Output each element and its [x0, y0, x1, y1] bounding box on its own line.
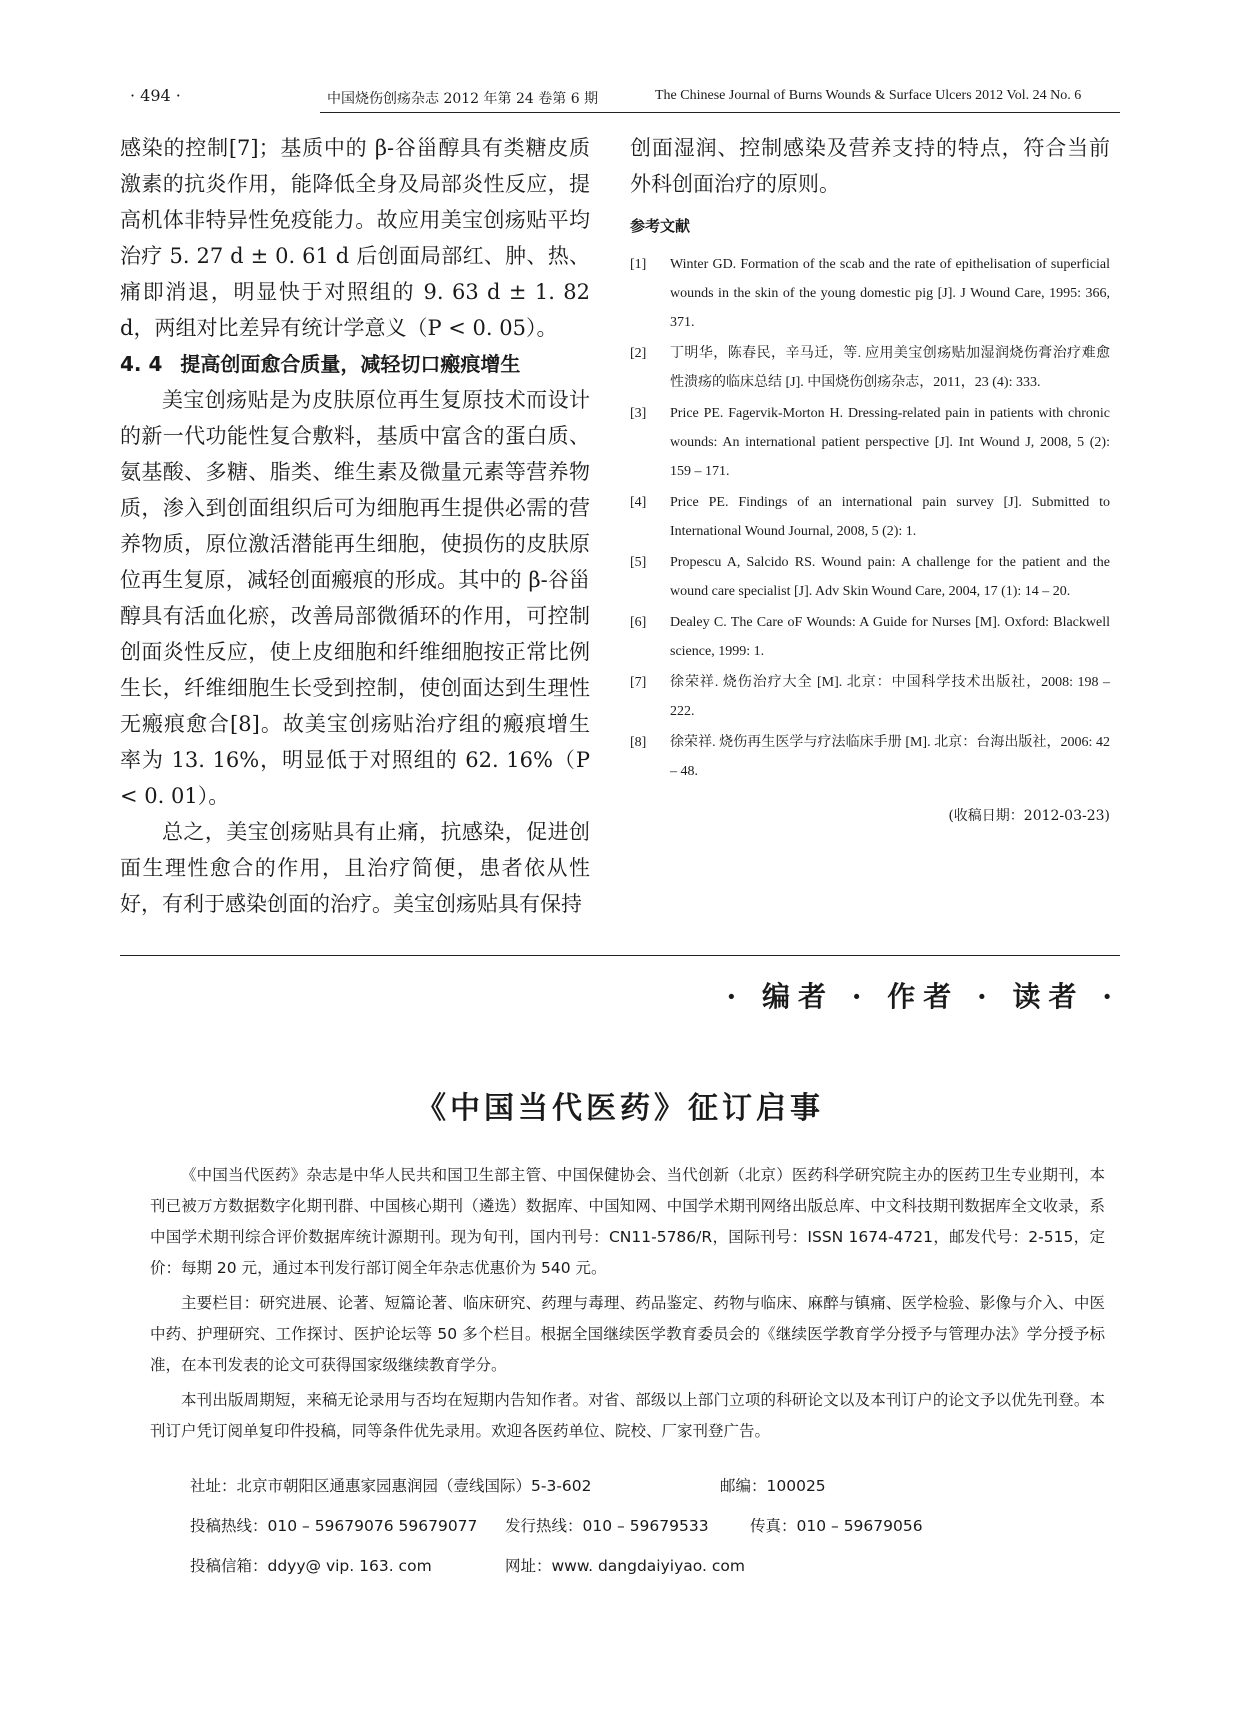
reference-item: [8] 徐荣祥. 烧伤再生医学与疗法临床手册 [M]. 北京：台海出版社，2006: 42 – 48. [630, 735, 1110, 779]
reference-item: [3] Price PE. Fagervik-Morton H. Dressing-related pain in patients with chronic wounds: An international patient perspective [J]. Int Wound J, 2008, 5 (2): 159 – 171. [630, 406, 1110, 479]
reference-item: [4] Price PE. Findings of an international pain survey [J]. Submitted to International Wound Journal, 2008, 5 (2): 1. [630, 495, 1110, 539]
notice-body [150, 1160, 1105, 1451]
references-title: 参考文献 [630, 217, 691, 235]
section-heading [120, 346, 590, 382]
website: 网址：www. dangdaiyiyao. com [505, 1557, 745, 1575]
reference-item: [2] 丁明华，陈春民，辛马迁，等. 应用美宝创疡贴加湿润烧伤膏治疗难愈性溃疡的临床总结 [J]. 中国烧伤创疡杂志，2011，23 (4): 333. [630, 346, 1110, 390]
notice-paragraph: 《中国当代医药》杂志是中华人民共和国卫生部主管、中国保健协会、当代创新（北京）医药科学研究院主办的医药卫生专业期刊，本刊已被万方数据数字化期刊群、中国核心期刊（遴选）数据库、中国知网、中国学术期刊网络出版总库、中文科技期刊数据库全文收录，系中国学术期刊综合评价数据库统计源期刊。现为旬刊，国内刊号：CN11-5786/R，国际刊号：ISSN 1674-4721，邮发代号：2-515，定价：每期 20 元，通过本刊发行部订阅全年杂志优惠价为 540 元。 [150, 1166, 1105, 1277]
reference-item: [7] 徐荣祥. 烧伤治疗大全 [M]. 北京：中国科学技术出版社，2008: 198 – 222. [630, 675, 1110, 719]
header-rule [320, 112, 1120, 113]
fax: 传真：010 – 59679056 [750, 1517, 923, 1535]
email: 投稿信箱：ddyy@ vip. 163. com [190, 1557, 432, 1575]
notice-paragraph: 本刊出版周期短，来稿无论录用与否均在短期内告知作者。对省、部级以上部门立项的科研论文以及本刊订户的论文予以优先刊登。本刊订户凭订阅单复印件投稿，同等条件优先录用。欢迎各医药单位、院校、厂家刊登广告。 [150, 1391, 1105, 1440]
body-paragraph: 创面湿润、控制感染及营养支持的特点，符合当前外科创面治疗的原则。 [630, 136, 1110, 196]
submit-phone: 投稿热线：010 – 59679076 59679077 [190, 1517, 478, 1535]
reference-item: [1] Winter GD. Formation of the scab and the rate of epithelisation of superficial wounds in the skin of the young domestic pig [J]. J Wound Care, 1995: 366, 371. [630, 257, 1110, 330]
page-number: · 494 · [130, 86, 181, 105]
section-title: 提高创面愈合质量，减轻切口瘢痕增生 [180, 352, 521, 376]
left-column [120, 130, 590, 922]
notice-paragraph: 主要栏目：研究进展、论著、短篇论著、临床研究、药理与毒理、药品鉴定、药物与临床、麻醉与镇痛、医学检验、影像与介入、中医中药、护理研究、工作探讨、医护论坛等 50 多个栏目。根据全国继续医学教育委员会的《继续医学教育学分授予与管理办法》学分授予标准，在本刊发表的论文可获得国家级继续教育学分。 [150, 1294, 1105, 1374]
contact-info [190, 1466, 1110, 1586]
running-header [120, 80, 1120, 114]
section-tag: · 编者 · 作者 · 读者 · [726, 980, 1120, 1013]
reference-list [630, 250, 1110, 786]
body-paragraph: 感染的控制[7]；基质中的 β-谷甾醇具有类糖皮质激素的抗炎作用，能降低全身及局部炎性反应，提高机体非特异性免疫能力。故应用美宝创疡贴平均治疗 5. 27 d ± 0. 61 d 后创面局部红、肿、热、痛即消退，明显快于对照组的 9. 63 d ± 1. 82 d，两组对比差异有统计学意义（P < 0. 05）。 [120, 136, 590, 340]
notice-title: 《中国当代医药》征订启事 [416, 1091, 824, 1126]
body-paragraph: 美宝创疡贴是为皮肤原位再生复原技术而设计的新一代功能性复合敷料，基质中富含的蛋白质、氨基酸、多糖、脂类、维生素及微量元素等营养物质，渗入到创面组织后可为细胞再生提供必需的营养物质，原位激活潜能再生细胞，使损伤的皮肤原位再生复原，减轻创面瘢痕的形成。其中的 β-谷甾醇具有活血化瘀，改善局部微循环的作用，可控制创面炎性反应，使上皮细胞和纤维细胞按正常比例生长，纤维细胞生长受到控制，使创面达到生理性无瘢痕愈合[8]。故美宝创疡贴治疗组的瘢痕增生率为 13. 16%，明显低于对照组的 62. 16%（P < 0. 01）。 [120, 388, 590, 808]
postcode: 邮编：100025 [720, 1477, 826, 1495]
received-date: (收稿日期：2012-03-23) [948, 808, 1110, 824]
reference-item: [5] Propescu A, Salcido RS. Wound pain: A challenge for the patient and the wound care specialist [J]. Adv Skin Wound Care, 2004, 17 (1): 14 – 20. [630, 555, 1110, 599]
body-paragraph: 总之，美宝创疡贴具有止痛，抗感染，促进创面生理性愈合的作用，且治疗简便，患者依从性好，有利于感染创面的治疗。美宝创疡贴具有保持 [120, 820, 590, 916]
section-number: 4. 4 [120, 352, 163, 376]
section-divider [120, 955, 1120, 956]
right-column [630, 130, 1110, 834]
distribution-phone: 发行热线：010 – 59679533 [505, 1517, 709, 1535]
journal-title-en: The Chinese Journal of Burns Wounds & Surface Ulcers 2012 Vol. 24 No. 6 [655, 88, 1082, 103]
reference-item: [6] Dealey C. The Care oF Wounds: A Guide for Nurses [M]. Oxford: Blackwell science, 1999: 1. [630, 615, 1110, 659]
journal-title-cn: 中国烧伤创疡杂志 2012 年第 24 卷第 6 期 [327, 91, 599, 107]
address: 社址：北京市朝阳区通惠家园惠润园（壹线国际）5-3-602 [190, 1477, 592, 1495]
